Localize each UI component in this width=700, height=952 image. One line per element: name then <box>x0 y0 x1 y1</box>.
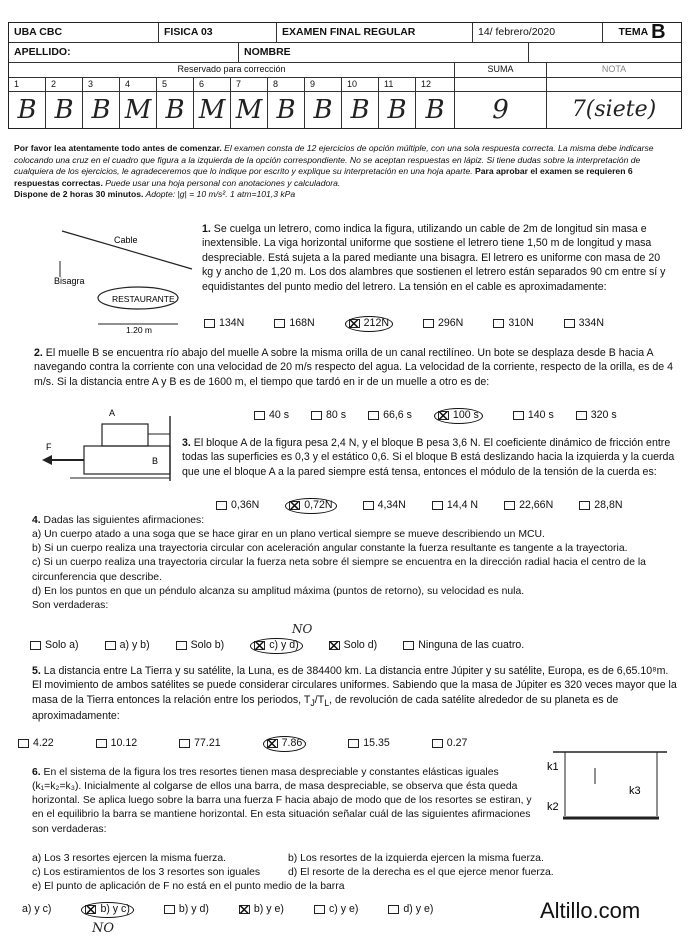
watermark: Altillo.com <box>540 898 641 923</box>
option[interactable] <box>239 902 284 918</box>
checkbox[interactable] <box>311 411 322 420</box>
checkbox[interactable] <box>176 641 187 650</box>
q-text: Dadas las siguientes afirmaciones: <box>40 515 205 526</box>
option-label: Ninguna de las cuatro. <box>418 639 525 651</box>
q-text: Se cuelga un letrero, como indica la figura, utilizando un cable de 2m de longitud sin masa e inextensible. La viga horizontal uniforme que sostiene el letrero tiene 1,50 m de longitud y masa despreciable. Está sujeta a la pared mediante una bisagra. El letrero es uniforme con masa de 20 kg y ancho de 1,20 m. Los dos alambres que sostienen el letrero están separados 90 cm entre sí y equidistantes del punto medio del letrero. La tensión en el cable es aproximadamente: <box>202 223 666 293</box>
q-num: 3. <box>182 437 191 449</box>
col-number: 12 <box>416 78 455 91</box>
fig-k2-label: k2 <box>547 801 559 813</box>
checkbox[interactable] <box>179 739 190 748</box>
option-label: 10.12 <box>110 737 138 749</box>
option[interactable] <box>368 408 412 424</box>
option-label: 0.27 <box>446 737 468 749</box>
q1-options <box>204 316 604 332</box>
option-label: a) y b) <box>119 639 150 651</box>
col-number: 1 <box>9 78 46 91</box>
option-label: 66,6 s <box>383 409 412 421</box>
grade-cell: B <box>379 92 416 128</box>
option-label: 320 s <box>590 409 617 421</box>
checkbox[interactable] <box>579 501 590 510</box>
option-selected[interactable] <box>81 902 133 918</box>
grade-cell: B <box>416 92 455 128</box>
handwritten-note: NO <box>92 921 115 936</box>
col-number: 3 <box>83 78 120 91</box>
option[interactable] <box>432 498 478 514</box>
q-text: En el sistema de la figura los tres resortes tienen masa despreciable y constantes elásticas iguales (k₁=k₂=k₃). Inicialmente al colgarse de ellos una barra, de masa despreciable, se observa que ésta queda horizontal. Se aplica luego sobre la barra una fuerza F hacia abajo de modo que de los resortes se estiran, y en el equilibrio la barra se mantiene horizontal. En esta situación señalar cuál de las siguientes afirmaciones son verdaderas: <box>32 767 532 835</box>
col-number: 11 <box>379 78 416 91</box>
option[interactable] <box>363 498 406 514</box>
col-number: 9 <box>305 78 342 91</box>
checkbox-marked[interactable] <box>267 739 278 748</box>
grade-cell: B <box>83 92 120 128</box>
option-label: Solo d) <box>343 639 378 651</box>
fig-f-label: F <box>46 442 52 452</box>
option[interactable] <box>329 638 378 654</box>
option[interactable] <box>423 316 463 332</box>
option-label: 334N <box>578 317 604 329</box>
col-number: 8 <box>268 78 305 91</box>
option[interactable] <box>96 736 138 752</box>
option[interactable] <box>403 638 524 654</box>
option[interactable] <box>18 736 54 752</box>
q-text: El bloque A de la figura pesa 2,4 N, y el bloque B pesa 3,6 N. El coeficiente dinámico de fricción entre todas las superficies es 0,3 y el estático 0,6. Si el bloque B está deslizando hacia la izquierda y la cuerda que une el bloque A a la pared siempre está tensa, entonces el módulo de la tensión de la cuerda es: <box>182 437 675 478</box>
grade-cell: M <box>120 92 157 128</box>
q-num: 4. <box>32 515 41 526</box>
option-label: 212N <box>363 317 389 329</box>
option-label: 134N <box>219 317 245 329</box>
grade-cell: B <box>268 92 305 128</box>
checkbox[interactable] <box>274 319 285 328</box>
option-label: 15.35 <box>363 737 390 749</box>
instructions <box>14 143 679 201</box>
option-label: 100 s <box>452 409 479 421</box>
option-label: 40 s <box>269 409 290 421</box>
instr-text: El examen consta de 12 ejercicios de opción múltiple, con una sola respuesta correcta. La misma debe indicarse colocando una cruz en el cuadro que figura a la izquierda de la opción correspondiente. No se aceptan respuestas en lápiz. Si tiene dudas sobre la interpretación de cualquiera de los ejercicios, le agradeceremos que lo indique por escrito y explique su interpretación en una hoja aparte. <box>14 143 654 177</box>
option[interactable] <box>513 408 554 424</box>
question-1 <box>202 222 672 294</box>
checkbox-marked[interactable] <box>239 905 250 914</box>
option[interactable] <box>105 638 150 654</box>
grade-cell: M <box>194 92 231 128</box>
option[interactable] <box>348 736 390 752</box>
checkbox[interactable] <box>388 905 399 914</box>
checkbox[interactable] <box>164 905 175 914</box>
q6-options <box>22 902 433 918</box>
grade-cell: M <box>231 92 268 128</box>
fig-b-label: B <box>152 456 159 466</box>
grade-cell: B <box>9 92 46 128</box>
q4-options <box>30 638 524 654</box>
question-4 <box>32 514 680 613</box>
q1-figure <box>54 225 200 337</box>
option[interactable] <box>388 902 433 918</box>
checkbox-marked[interactable] <box>254 641 265 650</box>
instr-bold: Por favor lea atentamente todo antes de comenzar. <box>14 143 222 153</box>
question-5 <box>32 664 680 723</box>
tema <box>603 23 681 42</box>
option[interactable] <box>22 902 51 918</box>
q-text: El muelle B se encuentra río abajo del muelle A sobre la misma orilla de un canal rectilíneo. Un bote se desplaza desde B hacia A navegando contra la corriente con una velocidad de 20 m/s respecto del agua. La velocidad de la corriente, respecto de la orilla, es de 4 m/s. Si la distancia entre A y B es de 1600 m, el tiempo que tardó en ir de un muelle a otro es de: <box>34 347 673 388</box>
checkbox[interactable] <box>423 319 434 328</box>
option[interactable] <box>254 408 289 424</box>
checkbox[interactable] <box>204 319 215 328</box>
checkbox-marked[interactable] <box>349 319 360 328</box>
option[interactable] <box>432 736 468 752</box>
statement-b: b) Si un cuerpo realiza una trayectoria circular con aceleración angular constante la fuerza resultante es tangente a la trayectoria. <box>32 543 628 555</box>
option-label: d) y e) <box>403 903 434 915</box>
option-label: a) y c) <box>22 903 52 915</box>
checkbox[interactable] <box>216 501 227 510</box>
checkbox[interactable] <box>504 501 515 510</box>
suma-label: SUMA <box>455 63 547 77</box>
checkbox[interactable] <box>348 739 359 748</box>
checkbox[interactable] <box>254 411 265 420</box>
option-selected[interactable] <box>263 736 307 752</box>
checkbox-marked[interactable] <box>329 641 340 650</box>
question-3 <box>182 436 678 479</box>
grade-cell: B <box>305 92 342 128</box>
grade-cell: B <box>46 92 83 128</box>
q3-figure <box>40 406 180 486</box>
option-selected[interactable] <box>345 316 393 332</box>
option[interactable] <box>204 316 244 332</box>
statement-d: d) En los puntos en que un péndulo alcanza su amplitud máxima (puntos de retorno), su velocidad es nula. <box>32 585 525 597</box>
statement-d: d) El resorte de la derecha es el que ejerce menor fuerza. <box>288 867 554 879</box>
q2-options <box>254 408 617 424</box>
option[interactable] <box>30 638 79 654</box>
checkbox[interactable] <box>432 501 443 510</box>
q-num: 5. <box>32 665 41 677</box>
grade-cell: B <box>342 92 379 128</box>
statement-c: c) Los estiramientos de los 3 resortes son iguales <box>32 867 261 879</box>
handwritten-note: NO <box>292 622 313 636</box>
checkbox[interactable] <box>314 905 325 914</box>
option[interactable] <box>579 498 622 514</box>
q6-figure <box>545 748 670 828</box>
nota-label: NOTA <box>601 64 627 75</box>
statement-e: e) El punto de aplicación de F no está en el punto medio de la barra <box>32 881 345 893</box>
statement-ask: Son verdaderas: <box>32 599 109 611</box>
option-label: Solo a) <box>45 639 79 651</box>
statement-a: a) Los 3 resortes ejercen la misma fuerza. <box>32 853 227 864</box>
checkbox[interactable] <box>105 641 116 650</box>
q5-options <box>18 736 467 752</box>
option-label: c) y e) <box>328 903 359 915</box>
checkbox-marked[interactable] <box>289 501 300 510</box>
question-2 <box>34 346 678 389</box>
option-label: 7.86 <box>281 737 303 749</box>
checkbox[interactable] <box>363 501 374 510</box>
checkbox[interactable] <box>403 641 414 650</box>
q6-statements <box>32 852 682 894</box>
option-label: c) y d) <box>269 639 299 651</box>
option-label: 140 s <box>527 409 554 421</box>
fig-width-label: 1.20 m <box>126 325 152 335</box>
fig-sign-label: RESTAURANTE <box>112 294 175 304</box>
nombre-field[interactable]: NOMBRE <box>239 43 529 62</box>
q3-options <box>216 498 623 514</box>
tema-label: TEMA <box>618 25 649 38</box>
option-label: Solo b) <box>190 639 225 651</box>
option-label: 22,66N <box>519 499 554 511</box>
q-num: 6. <box>32 767 41 778</box>
q-num: 2. <box>34 347 43 359</box>
fig-a-label: A <box>109 408 116 418</box>
checkbox[interactable] <box>493 319 504 328</box>
option[interactable] <box>179 736 221 752</box>
subject: FISICA 03 <box>159 23 277 42</box>
option[interactable] <box>176 638 225 654</box>
checkbox[interactable] <box>576 411 587 420</box>
col-number: 4 <box>120 78 157 91</box>
question-6 <box>32 766 538 837</box>
checkbox[interactable] <box>513 411 524 420</box>
suma-value: 9 <box>455 92 547 128</box>
option-label: 4.22 <box>33 737 54 749</box>
option-label: 80 s <box>326 409 347 421</box>
col-number: 5 <box>157 78 194 91</box>
option-label: b) y e) <box>253 903 284 915</box>
exam-title: EXAMEN FINAL REGULAR <box>277 23 473 42</box>
option-selected[interactable] <box>250 638 302 654</box>
option-label: 168N <box>289 317 315 329</box>
instr-text: Adopte: |g| = 10 m/s². 1 atm=101,3 kPa <box>143 189 296 200</box>
exam-header <box>8 22 682 129</box>
option-label: b) y d) <box>178 903 209 915</box>
option-label: 310N <box>508 317 534 329</box>
q-text: La distancia entre La Tierra y su satélite, la Luna, es de 384400 km. La distancia entre Júpiter y su satélite, Europa, es de 6,65.10⁸m. El movimiento de ambos satélites se puede considerar circulares uniformes. Sabiendo que la masa de Júpiter es 320 veces mayor que la masa de la Tierra entonces la relación entre los periodos, $T_J/T_L$, de revolución de cada satélite alrededor de su planeta es de aproximadamente: <box>32 665 677 722</box>
tema-value: B <box>651 21 666 44</box>
option[interactable] <box>311 408 346 424</box>
col-number: 2 <box>46 78 83 91</box>
statement-b: b) Los resortes de la izquierda ejercen la misma fuerza. <box>288 853 544 864</box>
option-label: 14,4 N <box>446 499 479 511</box>
option-label: b) y c) <box>100 903 130 915</box>
option-label: 296N <box>437 317 464 329</box>
option[interactable] <box>493 316 533 332</box>
grade-cell: B <box>157 92 194 128</box>
reservado-label: Reservado para corrección <box>9 63 455 77</box>
fig-k3-label: k3 <box>629 785 641 797</box>
col-number: 7 <box>231 78 268 91</box>
checkbox[interactable] <box>432 739 443 748</box>
checkbox[interactable] <box>18 739 29 748</box>
option-selected[interactable] <box>434 408 483 424</box>
option[interactable] <box>216 498 259 514</box>
option-label: 77.21 <box>194 737 221 749</box>
checkbox[interactable] <box>96 739 107 748</box>
q-num: 1. <box>202 223 211 235</box>
instr-bold: Dispone de 2 horas 30 minutos. <box>14 189 144 200</box>
col-number: 10 <box>342 78 379 91</box>
statement-a: a) Un cuerpo atado a una soga que se hace girar en un plano vertical siempre se mueve describiendo un MCU. <box>32 529 545 541</box>
option-label: 28,8N <box>594 499 623 511</box>
option-label: 0,72N <box>304 499 333 511</box>
option[interactable] <box>274 316 314 332</box>
checkbox-marked[interactable] <box>85 905 96 914</box>
statement-c: c) Si un cuerpo realiza una trayectoria circular la fuerza neta sobre él siempre se encuentra en la dirección radial hacia el centro de la circunferencia que describe. <box>32 557 646 583</box>
option[interactable] <box>164 902 209 918</box>
nota-value: 7(siete) <box>571 97 657 123</box>
option-selected[interactable] <box>285 498 336 514</box>
exam-date: 14/ febrero/2020 <box>473 23 603 42</box>
checkbox[interactable] <box>368 411 379 420</box>
fig-bisagra-label: Bisagra <box>54 276 85 286</box>
checkbox[interactable] <box>564 319 575 328</box>
option[interactable] <box>314 902 358 918</box>
apellido-field[interactable]: APELLIDO: <box>9 43 239 62</box>
option-label: 0,36N <box>231 499 260 511</box>
option[interactable] <box>564 316 604 332</box>
col-number: 6 <box>194 78 231 91</box>
option[interactable] <box>504 498 553 514</box>
instr-bold: Para aprobar el examen se requieren 6 respuestas correctas. <box>14 166 633 188</box>
checkbox-marked[interactable] <box>438 411 449 420</box>
fig-k1-label: k1 <box>547 761 559 773</box>
institution: UBA CBC <box>9 23 159 42</box>
option[interactable] <box>576 408 617 424</box>
checkbox[interactable] <box>30 641 41 650</box>
fig-cable-label: Cable <box>114 235 138 245</box>
option-label: 4,34N <box>377 499 406 511</box>
instr-text: Puede usar una hoja personal con anotaciones y calculadora. <box>102 177 341 188</box>
